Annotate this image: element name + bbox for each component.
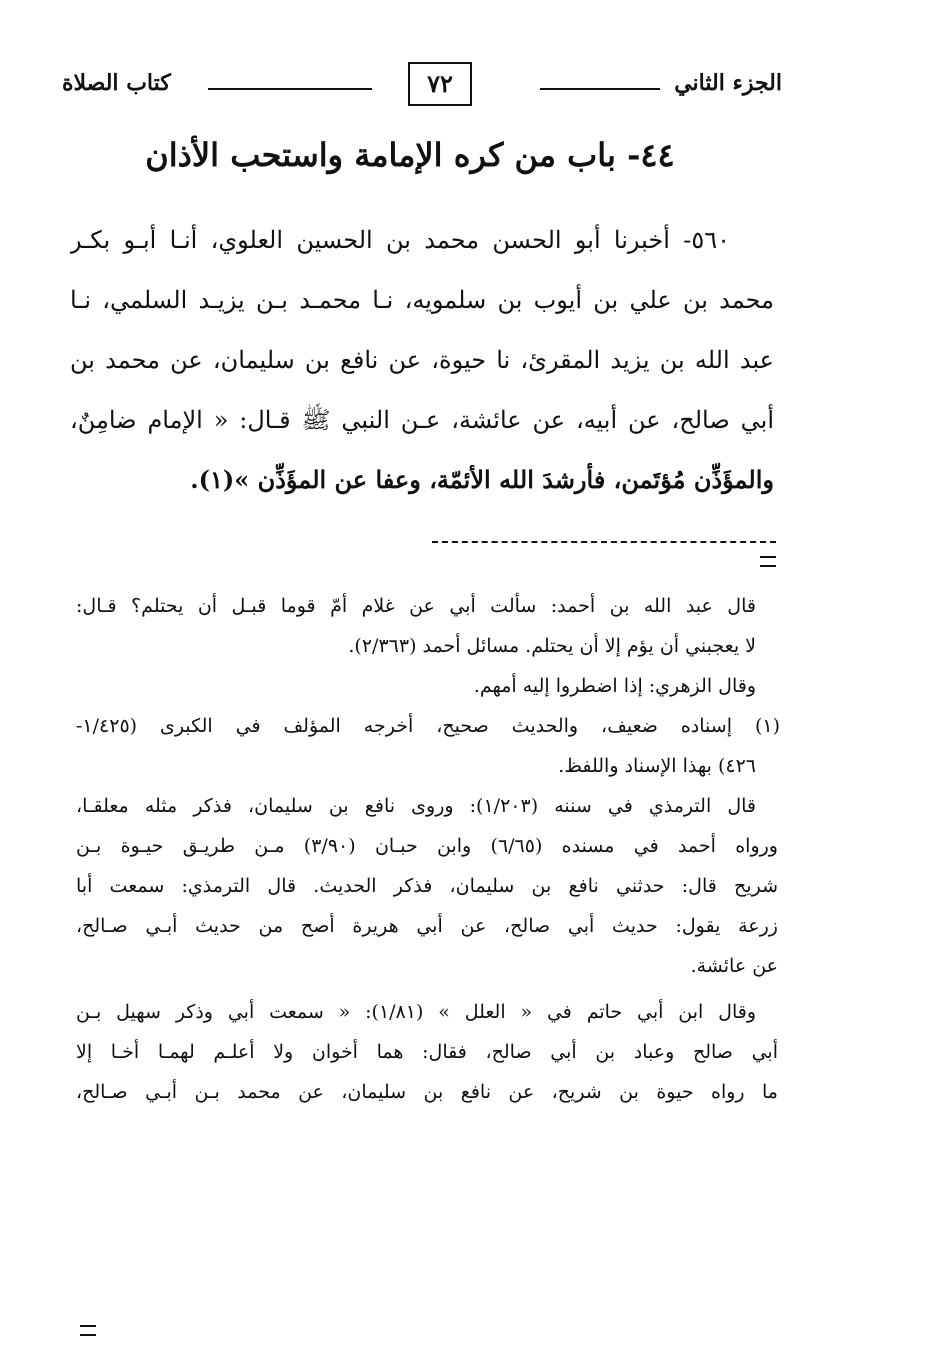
note-line: أبي صالح وعباد بن أبي صالح، فقال: هما أخوان ولا أعلـم لهمـا أخـا إلا — [76, 1041, 778, 1063]
note-line: زرعة يقول: حديث أبي صالح، عن أبي هريرة أصح من حديث أبـي صـالح، — [76, 915, 778, 937]
note-line: وقال الزهري: إذا اضطروا إليه أمهم. — [473, 675, 756, 697]
note-line: عن عائشة. — [690, 955, 778, 977]
volume-label: الجزء الثاني — [674, 70, 782, 96]
hadith-line: ٥٦٠- أخبرنا أبو الحسن محمد بن الحسين العلوي، أنـا أبـو بكـر — [70, 226, 730, 254]
footnote-line: ٤٢٦) بهذا الإسناد واللفظ. — [558, 755, 756, 777]
note-line: ما رواه حيوة بن شريح، عن نافع بن سليمان، عن محمد بـن أبـي صـالح، — [76, 1081, 778, 1103]
note-line: قال الترمذي في سننه (١/٢٠٣): وروى نافع بن سليمان، فذكر مثله معلقـا، — [76, 795, 756, 817]
hadith-line: محمد بن علي بن أيوب بن سلمويه، نـا محمـد بـن يزيـد السلمي، نـا — [70, 286, 774, 314]
footnote-line: (١) إسناده ضعيف، والحديث صحيح، أخرجه المؤلف في الكبرى (١/٤٢٥- — [76, 715, 780, 737]
note-line: ورواه أحمد في مسنده (٦/٦٥) وابن حبـان (٣/٩٠) مـن طريـق حيـوة بـن — [76, 835, 778, 857]
note-line: لا يعجبني أن يؤم إلا أن يحتلم. مسائل أحمد (٢/٣٦٣). — [348, 635, 756, 657]
hadith-line: أبي صالح، عن أبيه، عن عائشة، عـن النبي ﷺ قـال: « الإمام ضامِنٌ، — [70, 406, 774, 434]
page-number: ٧٢ — [408, 62, 472, 106]
hadith-line: عبد الله بن يزيد المقرئ، نا حيوة، عن نافع بن سليمان، عن محمد بن — [70, 346, 774, 374]
book-label: كتاب الصلاة — [62, 70, 171, 96]
header-rule-right — [540, 88, 660, 90]
hadith-text — [70, 210, 774, 510]
continuation-mark-bottom — [80, 1325, 96, 1336]
running-header — [62, 62, 782, 112]
chapter-title: ٤٤- باب من كره الإمامة واستحب الأذان — [145, 136, 675, 174]
continuation-mark — [760, 556, 776, 567]
footnote-separator — [432, 541, 776, 543]
header-rule-left — [208, 88, 372, 90]
note-line: قال عبد الله بن أحمد: سألت أبي عن غلام أمّ قوما قبـل أن يحتلم؟ قـال: — [76, 595, 756, 617]
note-line: وقال ابن أبي حاتم في « العلل » (١/٨١): « سمعت أبي وذكر سهيل بـن — [76, 1001, 757, 1023]
note-line: شريح قال: حدثني نافع بن سليمان، فذكر الحديث. قال الترمذي: سمعت أبا — [76, 875, 778, 897]
hadith-line: والمؤَذِّن مُؤتَمن، فأرشدَ الله الأئمّة، وعفا عن المؤَذِّن »(١). — [190, 465, 774, 494]
footnotes — [76, 586, 778, 1112]
